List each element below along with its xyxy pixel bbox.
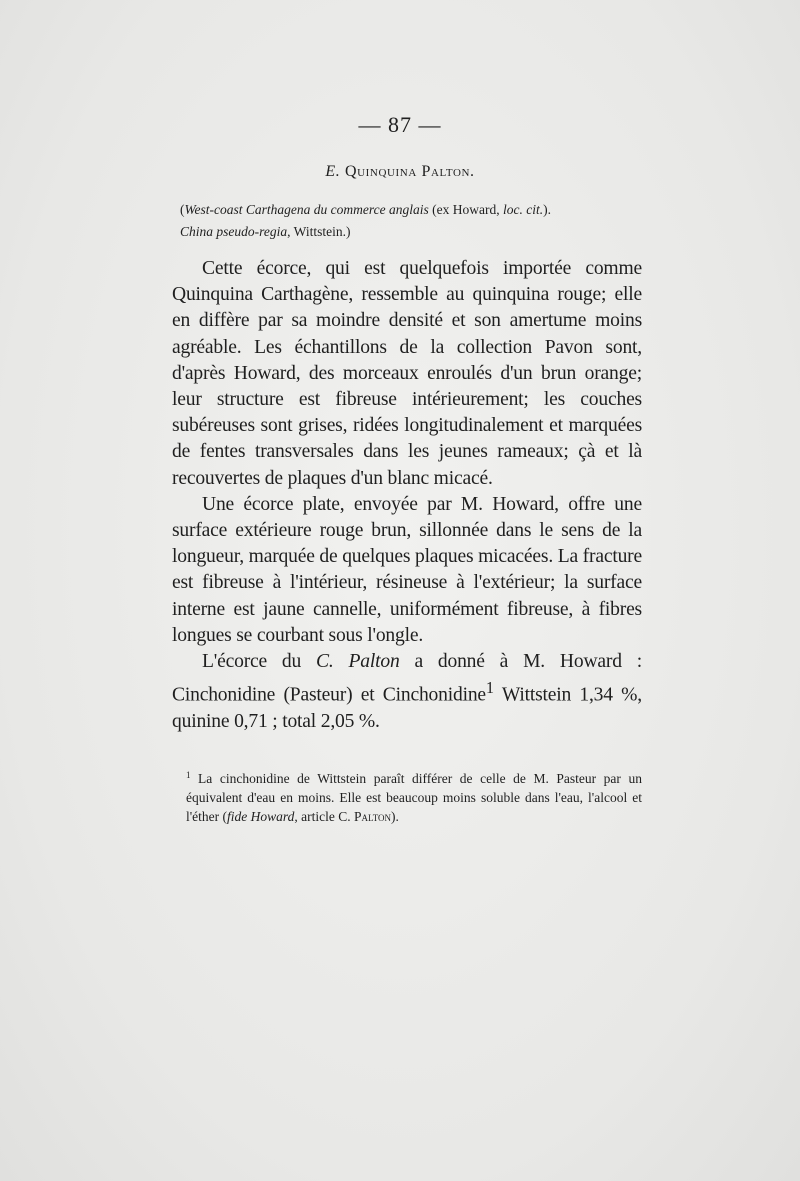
paren-open: ( [180, 202, 185, 217]
synonym-china-pseudo-regia: China pseudo-regia [180, 224, 288, 239]
para3-text-c: Wittstein 1,34 %, quinine 0,71 ; total 2,05 %. [172, 684, 642, 732]
synonymy-line-2 [180, 221, 650, 243]
heading-title: Quinquina Palton. [344, 163, 475, 180]
synonym-source: (ex Howard, [428, 202, 503, 217]
para3-text-a: L'écorce du [202, 651, 317, 673]
synonym-west-coast: West-coast Carthagena du commerce anglais [184, 202, 429, 217]
footnote-fide: fide Howard [227, 809, 295, 824]
synonymy-block [180, 199, 650, 243]
page-number: — 87 — [358, 112, 442, 137]
species-name: C. Palton [316, 651, 400, 673]
paragraph-2: Une écorce plate, envoyée par M. Howard, offre une surface extérieure rouge brun, sillonnée dans le sens de la longueur, marquée de quelques plaques micacées. La fracture est fibreuse à l'intérieur, résineuse à l'extérieur; la surface interne est jaune cannelle, uniformément fibreuse, à fibres longues se courbant sous l'ongle. [172, 493, 642, 646]
footnote [186, 766, 642, 826]
paragraph-1: Cette écorce, qui est quelquefois importée comme Quinquina Carthagène, ressemble au quinquina rouge; elle en diffère par sa moindre densité et son amertume moins agréable. Les échantillons de la collection Pavon sont, d'après Howard, des morceaux enroulés d'un brun orange; leur structure est fibreuse intérieurement; les couches subéreuses sont grises, ridées longitudinalement et marquées de fentes transversales dans les jeunes rameaux; çà et là recouvertes de plaques d'un blanc micacé. [172, 258, 642, 489]
paragraph-3 [172, 649, 642, 735]
section-heading [0, 163, 800, 181]
footnote-text-b: , article C. [294, 809, 355, 824]
footnote-text-a: La cinchonidine de Wittstein paraît différer de celle de M. Pasteur par un équivalent d'eau en moins. Elle est beaucoup moins soluble dans l'eau, l'alcool et l'éther ( [186, 771, 642, 824]
synonym-author: , Wittstein.) [287, 224, 351, 239]
footnote-text-c: ). [391, 809, 399, 824]
loc-cit: loc. cit. [502, 202, 544, 217]
body-text [172, 256, 642, 735]
footnote-palton: Palton [354, 809, 392, 824]
footnote-reference: 1 [485, 678, 494, 698]
paren-close: ). [543, 202, 551, 217]
synonymy-line-1 [180, 199, 650, 221]
para3-text-b: a donné à M. Howard : Cinchonidine (Pasteur) et Cinchonidine [172, 651, 642, 706]
heading-letter: E. [325, 163, 341, 180]
footnote-marker: 1 [186, 770, 191, 780]
